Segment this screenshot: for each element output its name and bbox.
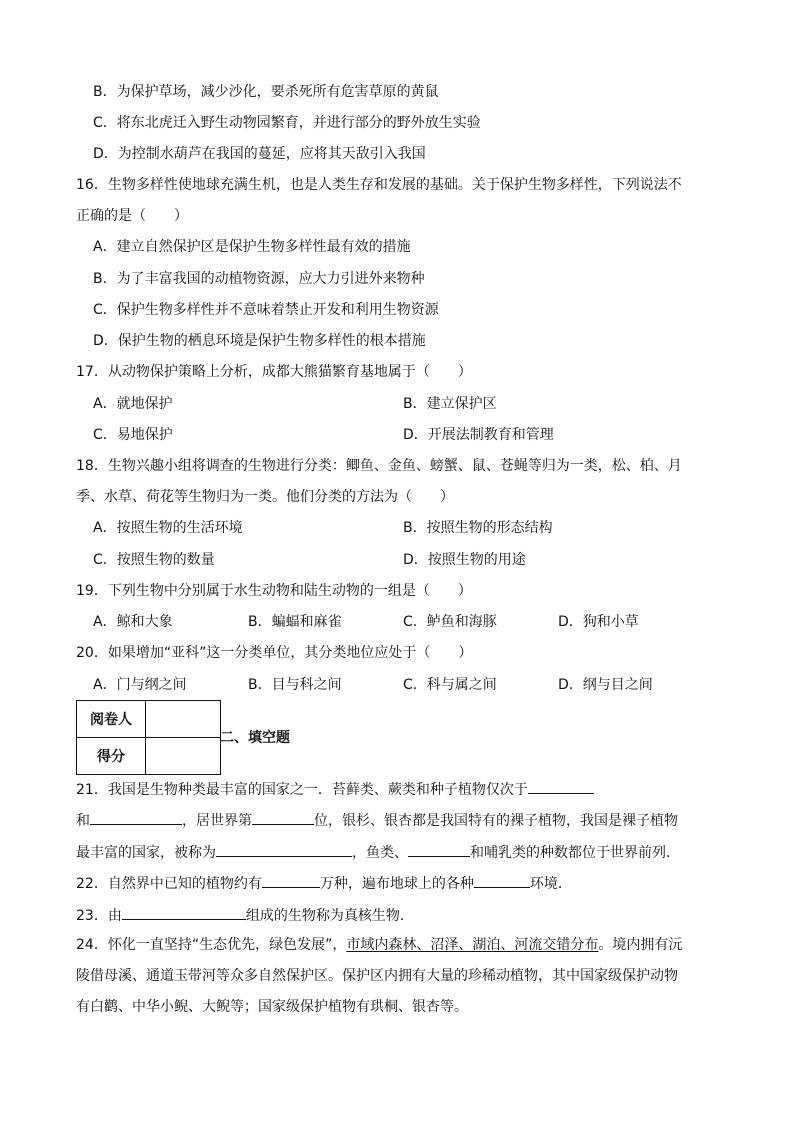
q19-stem: 19．下列生物中分别属于水生动物和陆生动物的一组是（ ） <box>76 583 472 599</box>
q24-underlined-text: 市域内森林、沼泽、湖泊、河流交错分布 <box>346 937 599 953</box>
score-label: 得分 <box>77 738 146 775</box>
q23-text-2: 组成的生物称为真核生物． <box>245 908 414 924</box>
q16-option-b: B．为了丰富我国的动植物资源，应大力引进外来物种 <box>93 271 425 287</box>
q19-option-d: D．狗和小草 <box>558 614 639 630</box>
q17-option-c: C．易地保护 <box>93 427 173 443</box>
q17-stem: 17．从动物保护策略上分析，成都大熊猫繁育基地属于（ ） <box>76 364 472 380</box>
q24-line3: 有白鹳、中华小鲵、大鲵等；国家级保护植物有珙桐、银杏等。 <box>76 999 468 1015</box>
q16-option-c: C．保护生物多样性并不意味着禁止开发和利用生物资源 <box>93 302 439 318</box>
q22-line <box>76 873 572 893</box>
q16-stem-line2: 正确的是（ ） <box>76 208 188 224</box>
q22-blank-2[interactable] <box>474 873 530 888</box>
q18-stem-line2: 季、水草、荷花等生物归为一类。他们分类的方法为（ ） <box>76 489 454 505</box>
q20-option-c: C．科与属之间 <box>403 677 497 693</box>
q21-text-4: 位，银杉、银杏都是我国特有的裸子植物，我国是裸子植物 <box>314 813 678 829</box>
q21-line2 <box>76 810 678 830</box>
q21-text-6: ，鱼类、 <box>352 845 408 861</box>
q21-blank-1[interactable] <box>528 779 594 794</box>
q21-line3 <box>76 842 680 862</box>
q16-option-d: D．保护生物的栖息环境是保护生物多样性的根本措施 <box>93 333 426 349</box>
q23-blank-1[interactable] <box>122 905 246 920</box>
q21-line1 <box>76 779 594 799</box>
q20-option-a: A．门与纲之间 <box>93 677 187 693</box>
q22-blank-1[interactable] <box>262 873 320 888</box>
q17-option-d: D．开展法制教育和管理 <box>403 427 554 443</box>
q18-option-a: A．按照生物的生活环境 <box>93 520 243 536</box>
q22-text-1: 22．自然界中已知的植物约有 <box>76 876 262 892</box>
q24-text-2: 。境内拥有沅 <box>598 937 683 953</box>
q16-stem-line1: 16．生物多样性使地球充满生机，也是人类生存和发展的基础。关于保护生物多样性，下列说法不 <box>76 177 682 193</box>
q19-option-b: B．蝙蝠和麻雀 <box>248 614 342 630</box>
q23-line <box>76 905 414 925</box>
q21-blank-3[interactable] <box>252 810 314 825</box>
q21-text-5: 最丰富的国家，被称为 <box>76 845 216 861</box>
q18-option-d: D．按照生物的用途 <box>403 552 526 568</box>
score-table <box>76 700 221 775</box>
q24-text-1: 24．怀化一直坚持“生态优先，绿色发展”， <box>76 937 347 953</box>
q15-option-c: C．将东北虎迁入野生动物园繁育，并进行部分的野外放生实验 <box>93 115 481 131</box>
q21-blank-5[interactable] <box>408 842 470 857</box>
section-title: 二、填空题 <box>220 730 290 746</box>
q20-stem: 20．如果增加“亚科”这一分类单位，其分类地位应处于（ ） <box>76 645 473 661</box>
q21-blank-2[interactable] <box>90 810 182 825</box>
grader-cell[interactable] <box>146 701 221 738</box>
q21-text-7: 和哺乳类的种数都位于世界前列． <box>470 845 680 861</box>
q18-option-b: B．按照生物的形态结构 <box>403 520 553 536</box>
q20-option-d: D．纲与目之间 <box>558 677 653 693</box>
q24-line1 <box>76 936 682 954</box>
q21-text-3: ，居世界第 <box>182 813 252 829</box>
q19-option-c: C．鲈鱼和海豚 <box>403 614 497 630</box>
q24-line2: 陵借母溪、通道玉带河等众多自然保护区。保护区内拥有大量的珍稀动植物，其中国家级保护动物 <box>76 968 678 984</box>
q23-text-1: 23．由 <box>76 908 122 924</box>
q15-option-b: B．为保护草场，减少沙化，要杀死所有危害草原的黄鼠 <box>93 84 439 100</box>
q21-text-2: 和 <box>76 813 90 829</box>
score-cell[interactable] <box>146 738 221 775</box>
q21-text-1: 21．我国是生物种类最丰富的国家之一．苔藓类、蕨类和种子植物仅次于 <box>76 782 528 798</box>
q15-option-d: D．为控制水葫芦在我国的蔓延，应将其天敌引入我国 <box>93 146 426 162</box>
q18-option-c: C．按照生物的数量 <box>93 552 215 568</box>
q16-option-a: A．建立自然保护区是保护生物多样性最有效的措施 <box>93 239 411 255</box>
q17-option-a: A．就地保护 <box>93 396 173 412</box>
q22-text-3: 环境． <box>529 876 572 892</box>
grader-label: 阅卷人 <box>77 701 146 738</box>
q20-option-b: B．目与科之间 <box>248 677 342 693</box>
q21-blank-4[interactable] <box>216 842 352 857</box>
q22-text-2: 万种，遍布地球上的各种 <box>319 876 474 892</box>
q17-option-b: B．建立保护区 <box>403 396 497 412</box>
q19-option-a: A．鲸和大象 <box>93 614 173 630</box>
q18-stem-line1: 18．生物兴趣小组将调查的生物进行分类：鲫鱼、金鱼、螃蟹、鼠、苍蝇等归为一类，松、柏、月 <box>76 458 682 474</box>
